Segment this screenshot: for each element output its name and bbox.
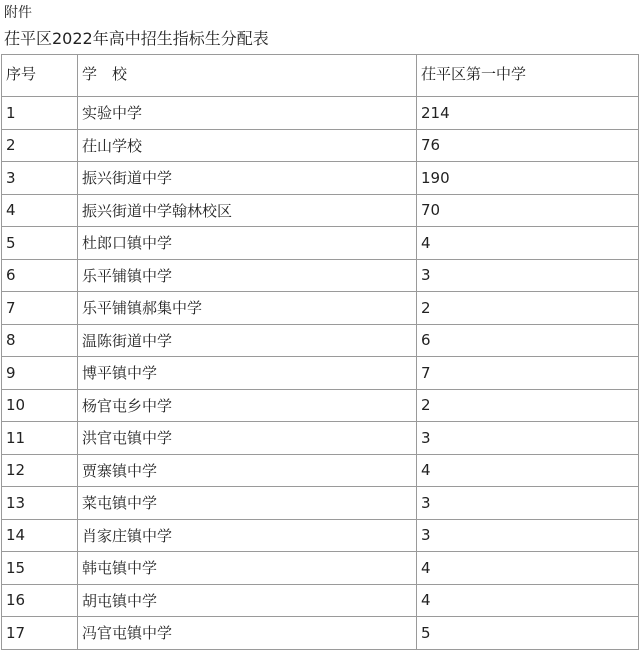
quota-cell: 4: [417, 552, 639, 585]
school-name-cell: 贾寨镇中学: [78, 454, 417, 487]
table-row: [2, 162, 639, 195]
table-row: [2, 357, 639, 390]
table-row: [2, 552, 639, 585]
table-row: [2, 324, 639, 357]
column-header-number: 序号: [2, 55, 78, 97]
quota-cell: 3: [417, 519, 639, 552]
quota-cell: 7: [417, 357, 639, 390]
quota-cell: 2: [417, 389, 639, 422]
row-number-cell: 9: [2, 357, 78, 390]
row-number-cell: 7: [2, 292, 78, 325]
table-row: [2, 129, 639, 162]
school-name-cell: 振兴街道中学: [78, 162, 417, 195]
column-header-school: 学 校: [78, 55, 417, 97]
row-number-cell: 14: [2, 519, 78, 552]
table-row: [2, 454, 639, 487]
row-number-cell: 1: [2, 97, 78, 130]
table-row: [2, 389, 639, 422]
table-row: [2, 194, 639, 227]
school-name-cell: 肖家庄镇中学: [78, 519, 417, 552]
row-number-cell: 6: [2, 259, 78, 292]
document-title: 茌平区2022年高中招生指标生分配表: [4, 29, 269, 48]
school-name-cell: 博平镇中学: [78, 357, 417, 390]
school-name-cell: 茌山学校: [78, 129, 417, 162]
row-number-cell: 17: [2, 617, 78, 650]
school-name-cell: 韩屯镇中学: [78, 552, 417, 585]
school-name-cell: 实验中学: [78, 97, 417, 130]
quota-cell: 4: [417, 227, 639, 260]
quota-cell: 190: [417, 162, 639, 195]
row-number-cell: 16: [2, 584, 78, 617]
row-number-cell: 2: [2, 129, 78, 162]
table-row: [2, 422, 639, 455]
table-row: [2, 617, 639, 650]
quota-cell: 76: [417, 129, 639, 162]
row-number-cell: 11: [2, 422, 78, 455]
school-name-cell: 乐平铺镇郝集中学: [78, 292, 417, 325]
school-name-cell: 杜郎口镇中学: [78, 227, 417, 260]
school-name-cell: 冯官屯镇中学: [78, 617, 417, 650]
table-row: [2, 584, 639, 617]
school-name-cell: 温陈街道中学: [78, 324, 417, 357]
table-row: [2, 97, 639, 130]
school-name-cell: 菜屯镇中学: [78, 487, 417, 520]
quota-cell: 214: [417, 97, 639, 130]
quota-cell: 70: [417, 194, 639, 227]
quota-cell: 4: [417, 584, 639, 617]
quota-cell: 3: [417, 487, 639, 520]
quota-cell: 4: [417, 454, 639, 487]
school-name-cell: 杨官屯乡中学: [78, 389, 417, 422]
row-number-cell: 10: [2, 389, 78, 422]
quota-cell: 5: [417, 617, 639, 650]
school-name-cell: 振兴街道中学翰林校区: [78, 194, 417, 227]
row-number-cell: 4: [2, 194, 78, 227]
row-number-cell: 12: [2, 454, 78, 487]
table-row: [2, 259, 639, 292]
school-name-cell: 洪官屯镇中学: [78, 422, 417, 455]
row-number-cell: 3: [2, 162, 78, 195]
school-name-cell: 乐平铺镇中学: [78, 259, 417, 292]
table-row: [2, 487, 639, 520]
row-number-cell: 13: [2, 487, 78, 520]
table-body: [2, 97, 639, 650]
row-number-cell: 8: [2, 324, 78, 357]
row-number-cell: 15: [2, 552, 78, 585]
quota-cell: 2: [417, 292, 639, 325]
quota-cell: 3: [417, 259, 639, 292]
quota-cell: 3: [417, 422, 639, 455]
table-header-row: [2, 55, 639, 97]
row-number-cell: 5: [2, 227, 78, 260]
column-header-quota: 茌平区第一中学: [417, 55, 639, 97]
quota-table: [1, 54, 639, 650]
table-row: [2, 519, 639, 552]
attachment-label: 附件: [4, 5, 32, 21]
quota-cell: 6: [417, 324, 639, 357]
table-row: [2, 292, 639, 325]
table-row: [2, 227, 639, 260]
school-name-cell: 胡屯镇中学: [78, 584, 417, 617]
